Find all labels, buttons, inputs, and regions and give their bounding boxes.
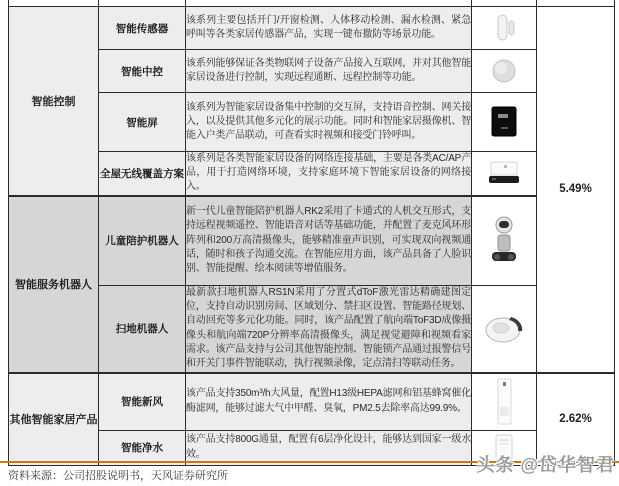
smart-hub-icon: [489, 56, 519, 86]
product-image-cell: [472, 285, 537, 373]
product-image-cell: [472, 373, 537, 431]
category-cell-other-products: 其他智能家居产品: [9, 373, 99, 466]
vacuum-robot-icon: [481, 311, 527, 347]
product-desc-cell: 该系列是各类智能家居设备的网络连接基础，主要是各类AC/AP产品，用于打造网络环境，支持家庭环境下智能家居设备的网络接入。: [186, 152, 472, 196]
product-desc-cell: 该系列主要包括开门/开窗检测、人体移动检测、漏水检测、紧急呼叫等各类家居传感器产品，实现一键布撤防等场景功能。: [186, 7, 472, 50]
table-row-companion-robot: [9, 196, 615, 286]
table-row-vacuum-robot: [9, 285, 615, 373]
door-window-sensor-icon: [489, 12, 519, 44]
product-name-cell: 智能净水: [99, 430, 186, 465]
product-category-table: [8, 0, 615, 466]
product-desc-cell: 该产品支持350m³/h大风量，配置H13级HEPA滤网和铝基蜂窝催化酶滤网，能够过滤大气中甲醛、臭氧，PM2.5去除率高达99.9%。: [186, 373, 472, 431]
product-name-cell: 全屋无线覆盖方案: [99, 152, 186, 196]
product-image-cell: [472, 50, 537, 93]
wireless-ap-icon: [485, 158, 523, 188]
toutiao-watermark: 头条 @岱华智君: [476, 455, 615, 475]
product-name-cell: 智能传感器: [99, 7, 186, 50]
table-row-screen: [9, 93, 615, 152]
product-image-cell: [472, 152, 537, 196]
product-desc-cell: 新一代儿童智能陪护机器人RK2采用了卡通式的人机交互形式，支持远程视频遥控、智能语音对话等基础功能，并配置了麦克风环形阵列和200万高清摄像头，能够精准童声识别，可实现双向视频通话，随时和孩子沟通交流。在智能应用方面，该产品具备了人脸识别、智能提醒、绘本阅读等增值服务。: [186, 196, 472, 286]
product-name-cell: 智能中控: [99, 50, 186, 93]
product-name-cell: 智能新风: [99, 373, 186, 431]
table-row-hub: [9, 50, 615, 93]
product-name-cell: 智能屏: [99, 93, 186, 152]
category-cell-smart-control: 智能控制: [9, 7, 99, 196]
product-desc-cell: 该系列能够保证各类物联网子设备产品接入互联网，并对其他智能家居设备进行控制，实现远程通断、远程控制等功能。: [186, 50, 472, 93]
product-desc-cell: 该系列为智能家居设备集中控制的交互屏，支持语音控制、网关接入，以及提供其他多元化的展示功能。同时和智能家居摄像机、智能入户类产品联动，可查看实时视频和接受门铃呼叫。: [186, 93, 472, 152]
smart-screen-icon: [489, 105, 519, 139]
table-row-fresh-air: [9, 373, 615, 431]
product-name-cell: 扫地机器人: [99, 285, 186, 373]
revenue-share-cell: 2.62%: [537, 373, 615, 466]
source-note: 资料来源：公司招股说明书，天风证券研究所: [8, 470, 228, 482]
category-cell-service-robot: 智能服务机器人: [9, 196, 99, 373]
product-desc-cell: 该产品支持800G通量，配置有6层净化设计，能够达到国家一级水效。: [186, 430, 472, 465]
table-row-wireless: [9, 152, 615, 196]
fresh-air-system-icon: [492, 377, 516, 427]
companion-robot-icon: [487, 215, 521, 267]
revenue-share-cell: 5.49%: [537, 7, 615, 373]
product-image-cell: [472, 196, 537, 286]
product-name-cell: 儿童陪护机器人: [99, 196, 186, 286]
table-row-sensor: [9, 7, 615, 50]
product-desc-cell: 最新款扫地机器人RS1N采用了分置式dToF激光雷达精确建图定位，支持自动识别房间、区域划分、禁扫区设置、智能路径规划、自动回充等多元化功能。同时，该产品配置了航向端ToF3D成像摄像头和航向端720P分辨率高清摄像头，满足视觉避障和视频看家需求。该产品支持与公司其他智能控制、智能锁产品通过报警信号和开关门事件智能联动，执行视频录像，定点清扫等联动任务。: [186, 285, 472, 373]
product-image-cell: [472, 93, 537, 152]
product-image-cell: [472, 7, 537, 50]
